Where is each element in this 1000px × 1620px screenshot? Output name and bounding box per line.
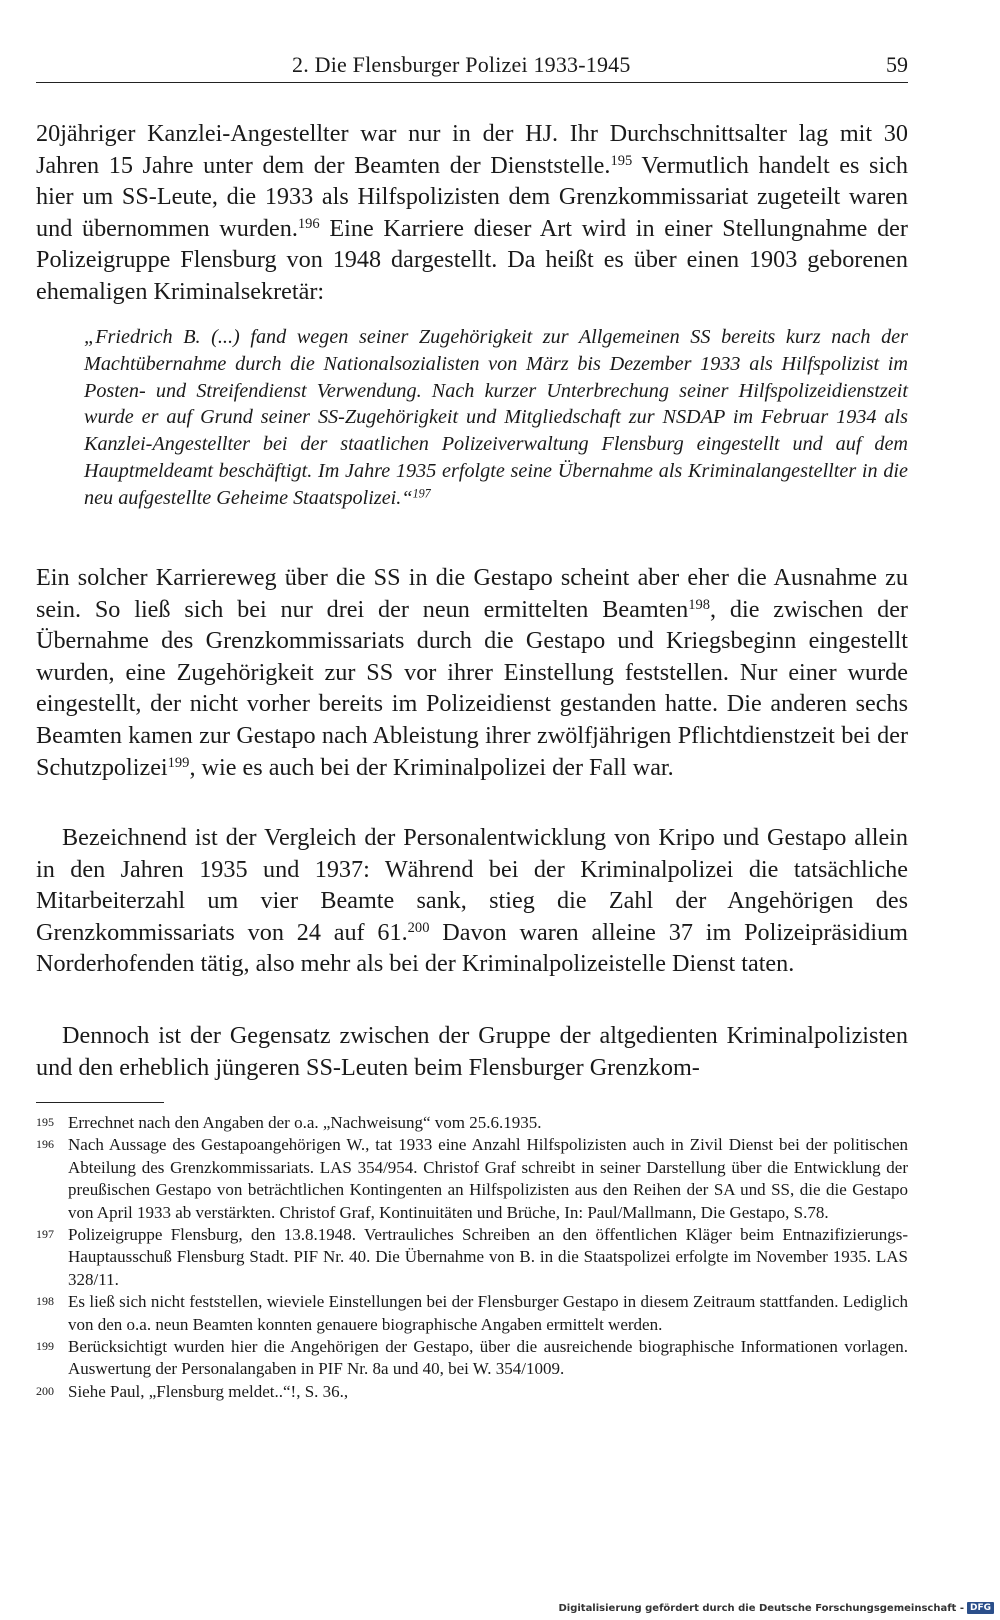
footnote-ref-197: 197 [412, 486, 431, 501]
page-number: 59 [886, 52, 908, 77]
paragraph-1 [36, 118, 908, 308]
footnote [36, 1336, 908, 1381]
footnote-text: Polizeigruppe Flensburg, den 13.8.1948. Vertrauliches Schreiben an den öffentlichen Kläger beim Entnazifizierungs-Hauptausschuß Flensburg Stadt. PIF Nr. 40. Die Übernahme von B. in die Staatspolizei erfolgte im November 1935. LAS 328/11. [68, 1225, 908, 1289]
footnote-text: Errechnet nach den Angaben der o.a. „Nachweisung“ vom 25.6.1935. [68, 1113, 542, 1132]
paragraph-3-text-b: Davon waren alleine 37 im Polizeipräsidium Norderhofenden tätig, also mehr als bei der Kriminalpolizeistelle Dienst taten. [36, 918, 908, 978]
paragraph-1-text-c: Eine Karriere dieser Art wird in einer Stellungnahme der Polizeigruppe Flensburg von 1948 dargestellt. Da heißt es über einen 1903 geborenen ehemaligen Kriminalsekretär: [36, 214, 908, 305]
footnotes [36, 1112, 908, 1403]
footnote-number: 200 [36, 1383, 54, 1398]
footnote-number: 199 [36, 1339, 54, 1354]
credit-text: Digitalisierung gefördert durch die Deutsche Forschungsgemeinschaft - [558, 1602, 964, 1614]
paragraph-2 [36, 562, 908, 783]
chapter-title: 2. Die Flensburger Polizei 1933-1945 [292, 52, 631, 77]
paragraph-2-text-c: , wie es auch bei der Kriminalpolizei der Fall war. [189, 753, 674, 781]
footnote-number: 195 [36, 1115, 54, 1129]
paragraph-4-text: Dennoch ist der Gegensatz zwischen der Gruppe der altgedienten Kriminalpolizisten und den erheblich jüngeren SS-Leuten beim Flensburger Grenzkom- [36, 1022, 908, 1081]
footnote-ref-198: 198 [688, 596, 710, 613]
block-quote-text: „Friedrich B. (...) fand wegen seiner Zugehörigkeit zur Allgemeinen SS bereits kurz nach der Machtübernahme durch die Nationalsozialisten von März bis Dezember 1933 als Hilfspolizist im Posten- und Streifendienst Verwendung. Nach kurzer Unterbrechung seiner Hilfspolizeidienstzeit wurde er auf Grund seiner SS-Zugehörigkeit und Mitgliedschaft zur NSDAP im Februar 1934 als Kanzlei-Angestellter bei der staatlichen Polizeiverwaltung Flensburg eingestellt und auf dem Hauptmeldeamt beschäftigt. Im Jahre 1935 erfolgte seine Übernahme als Kriminalangestellter in die neu aufgestellte Geheime Staatspolizei.“ [84, 326, 908, 509]
footnote-text: Es ließ sich nicht feststellen, wieviele Einstellungen bei der Flensburger Gestapo in diesem Zeitraum stattfanden. Lediglich von den o.a. neun Beamten konnten genauere biographische Angaben ermittelt werden. [68, 1292, 908, 1334]
paragraph-1-text-b: Vermutlich handelt es sich hier um SS-Leute, die 1933 als Hilfspolizisten dem Grenzkommissariat zugeteilt waren und übernommen wurden. [36, 151, 908, 242]
footnote [36, 1291, 908, 1336]
footnote-ref-195: 195 [610, 152, 633, 169]
paragraph-1-text-a: 20jähriger Kanzlei-Angestellter war nur in der HJ. Ihr Durchschnittsalter lag mit 30 Jahren 15 Jahre unter dem der Beamten der Dienststelle. [36, 120, 908, 179]
footnote [36, 1381, 908, 1403]
paragraph-2-text-b: , die zwischen der Übernahme des Grenzkommissariats durch die Gestapo und Kriegsbeginn eingestellt wurden, eine Zugehörigkeit zur SS vor ihrer Einstellung feststellen. Nur einer wurde eingestellt, der nicht vorher bereits im Polizeidienst gestanden hatte. Die anderen sechs Beamten kamen zur Gestapo nach Ableistung ihrer zwölfjährigen Pflichtdienstzeit bei der Schutzpolizei [36, 595, 908, 781]
footnote-separator [36, 1102, 164, 1103]
paragraph-3 [36, 822, 908, 980]
footnote [36, 1134, 908, 1224]
paragraph-4 [36, 1020, 908, 1083]
footnote-ref-200: 200 [407, 919, 430, 936]
footnote-number: 198 [36, 1294, 54, 1309]
running-header [36, 52, 908, 83]
dfg-logo-icon: DFG [967, 1602, 994, 1614]
footnote-ref-196: 196 [297, 215, 320, 232]
footnote-text: Berücksichtigt wurden hier die Angehörigen der Gestapo, über die ausreichende biographische Informationen vorlagen. Auswertung der Personalangaben in PIF Nr. 8a und 40, bei W. 354/1009. [68, 1337, 908, 1379]
book-page [36, 0, 908, 1620]
footnote-number: 196 [36, 1137, 54, 1152]
footnote-text: Siehe Paul, „Flensburg meldet..“!, S. 36., [68, 1381, 349, 1401]
paragraph-3-text-a: Bezeichnend ist der Vergleich der Personalentwicklung von Kripo und Gestapo allein in den Jahren 1935 und 1937: Während bei der Kriminalpolizei die tatsächliche Mitarbeiterzahl um vier Beamte sank, stieg die Zahl der Angehörigen des Grenzkommissariats von 24 auf 61. [36, 824, 908, 946]
footnote [36, 1112, 908, 1134]
block-quote [84, 324, 908, 512]
footnote-number: 197 [36, 1227, 54, 1242]
footnote-text: Nach Aussage des Gestapoangehörigen W., tat 1933 eine Anzahl Hilfspolizisten auch in Zivil Dienst bei der politischen Abteilung des Grenzkommissariats. LAS 354/954. Christof Graf schreibt in seiner Darstellung über die Entwicklung der preußischen Gestapo von beträchtlichen Kontingenten an Hilfspolizisten aus den Reihen der SA und SS, die die Gestapo von April 1933 ab verstärkten. Christof Graf, Kontinuitäten und Brüche, In: Paul/Mallmann, Die Gestapo, S.78. [68, 1135, 908, 1222]
digitization-credit [558, 1602, 994, 1614]
paragraph-2-text-a: Ein solcher Karriereweg über die SS in die Gestapo scheint aber eher die Ausnahme zu sein. So ließ sich bei nur drei der neun ermittelten Beamten [36, 564, 908, 623]
footnote [36, 1224, 908, 1291]
footnote-ref-199: 199 [167, 754, 190, 771]
